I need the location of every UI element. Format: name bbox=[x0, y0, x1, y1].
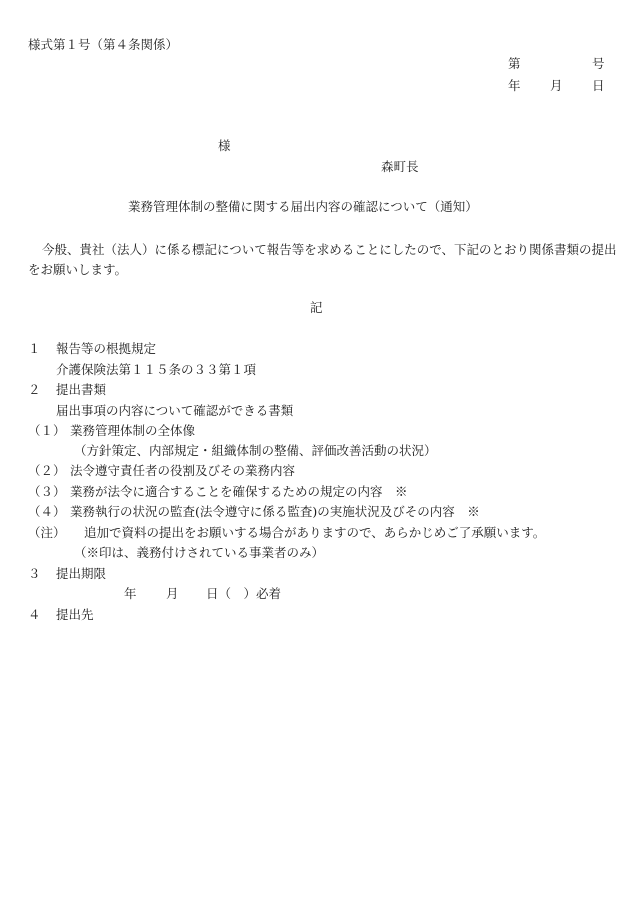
section-3-title: 提出期限 bbox=[56, 566, 107, 581]
deadline-day-label: 日（ ）必着 bbox=[206, 586, 282, 601]
section-4-title: 提出先 bbox=[56, 607, 94, 622]
note-label: （注） bbox=[28, 525, 66, 540]
subitem-2-number: （２） bbox=[28, 463, 66, 478]
section-1-number: １ bbox=[28, 341, 41, 356]
body-text: 今般、貴社（法人）に係る標記について報告等を求めることにしたので、下記のとおり関係書類の提出をお願いします。 bbox=[28, 242, 617, 277]
section-4-number: ４ bbox=[28, 607, 41, 622]
section-2-number: ２ bbox=[28, 382, 41, 397]
section-1-detail: 介護保険法第１１５条の３３第１項 bbox=[56, 362, 257, 377]
subitem-2-text: 法令遵守責任者の役割及びその業務内容 bbox=[70, 463, 296, 478]
subitem-3-text: 業務が法令に適合することを確保するための規定の内容 ※ bbox=[70, 484, 408, 499]
section-3-number: ３ bbox=[28, 566, 41, 581]
ki-heading: 記 bbox=[310, 300, 323, 315]
date-month-label: 月 bbox=[550, 78, 563, 93]
section-2-detail: 届出事項の内容について確認ができる書類 bbox=[56, 403, 294, 418]
section-2-title: 提出書類 bbox=[56, 382, 107, 397]
deadline-month-label: 月 bbox=[166, 586, 179, 601]
addressee: 様 bbox=[218, 138, 231, 153]
subitem-4-text: 業務執行の状況の監査(法令遵守に係る監査)の実施状況及びその内容 ※ bbox=[70, 504, 480, 519]
subitem-1-text: 業務管理体制の全体像 bbox=[70, 423, 196, 438]
deadline-year-label: 年 bbox=[124, 586, 137, 601]
subitem-1-detail: （方針策定、内部規定・組織体制の整備、評価改善活動の状況） bbox=[74, 443, 437, 458]
date-year-label: 年 bbox=[508, 78, 521, 93]
note-sub: （※印は、義務付けされている事業者のみ） bbox=[74, 545, 325, 560]
date-day-label: 日 bbox=[592, 78, 605, 93]
subitem-4-number: （４） bbox=[28, 504, 66, 519]
note-text: 追加で資料の提出をお願いする場合がありますので、あらかじめご了承願います。 bbox=[84, 525, 546, 540]
form-number: 様式第１号（第４条関係） bbox=[28, 37, 179, 52]
document-number-prefix: 第 bbox=[508, 56, 521, 71]
subitem-1-number: （１） bbox=[28, 423, 66, 438]
sender: 森町長 bbox=[381, 159, 419, 174]
section-1-title: 報告等の根拠規定 bbox=[56, 341, 157, 356]
document-title: 業務管理体制の整備に関する届出内容の確認について（通知） bbox=[128, 199, 478, 214]
document-number-suffix: 号 bbox=[592, 56, 605, 71]
subitem-3-number: （３） bbox=[28, 484, 66, 499]
